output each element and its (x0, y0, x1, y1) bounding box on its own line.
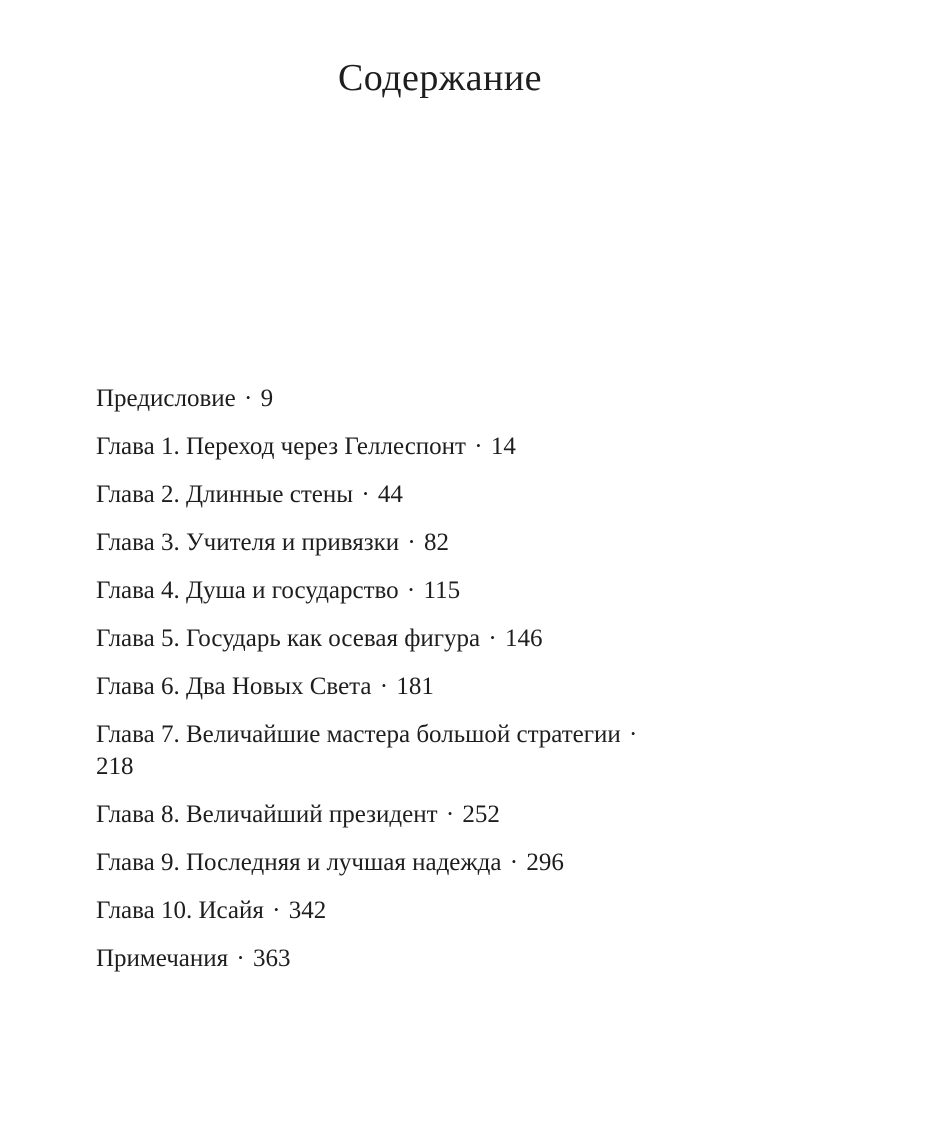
page-title: Содержание (337, 57, 543, 99)
toc-entry-label: Глава 8. Величайший президент (96, 801, 438, 828)
toc-page-number: 218 (96, 753, 134, 780)
toc-separator: · (509, 849, 519, 876)
toc-page-number: 9 (260, 385, 274, 412)
toc-separator: · (379, 673, 389, 700)
toc-entry-label: Глава 3. Учителя и привязки (96, 529, 400, 556)
toc-page-number: 363 (252, 945, 291, 972)
toc-page-number: 181 (396, 673, 434, 700)
toc-entry-label: Предисловие (96, 385, 236, 412)
toc-separator: · (244, 385, 253, 412)
toc-entry-label: Глава 1. Переход через Геллеспонт (96, 433, 466, 460)
toc-entry-label: Глава 2. Длинные стены (96, 481, 354, 508)
toc-page-number: 115 (423, 577, 461, 604)
toc-page-number: 296 (526, 849, 564, 876)
toc-page-number: 146 (504, 625, 543, 652)
toc-entry-label: Примечания (96, 945, 229, 972)
table-of-contents (96, 383, 656, 991)
toc-entry-chapter-7[interactable] (96, 719, 656, 783)
toc-separator: · (272, 897, 281, 924)
toc-entry-chapter-3[interactable] (96, 527, 656, 559)
toc-entry-label: Глава 4. Душа и государство (96, 577, 399, 604)
toc-page-number: 82 (423, 529, 449, 556)
toc-page-number: 342 (288, 897, 327, 924)
toc-separator: · (488, 625, 497, 652)
toc-entry-notes[interactable] (96, 943, 656, 975)
toc-entry-chapter-8[interactable] (96, 799, 656, 831)
toc-entry-chapter-6[interactable] (96, 671, 656, 703)
toc-page-number: 14 (490, 433, 516, 460)
toc-entry-label: Глава 5. Государь как осевая фигура (96, 625, 481, 652)
toc-entry-label: Глава 6. Два Новых Света (96, 673, 372, 700)
toc-separator: · (407, 529, 416, 556)
toc-separator: · (236, 945, 245, 972)
toc-page-number: 44 (377, 481, 403, 508)
toc-entry-chapter-9[interactable] (96, 847, 656, 879)
toc-entry-chapter-1[interactable] (96, 431, 656, 463)
toc-entry-chapter-10[interactable] (96, 895, 656, 927)
toc-entry-chapter-2[interactable] (96, 479, 656, 511)
toc-entry-label: Глава 9. Последняя и лучшая надежда (96, 849, 502, 876)
toc-separator: · (474, 433, 483, 460)
toc-entry-preface[interactable] (96, 383, 656, 415)
toc-separator: · (445, 801, 455, 828)
toc-entry-chapter-5[interactable] (96, 623, 656, 655)
toc-entry-label: Глава 10. Исайя (96, 897, 264, 924)
toc-entry-label: Глава 7. Величайшие мастера большой стратегии (96, 721, 621, 748)
toc-separator: · (629, 721, 638, 748)
toc-separator: · (406, 577, 416, 604)
toc-page-number: 252 (462, 801, 500, 828)
toc-entry-chapter-4[interactable] (96, 575, 656, 607)
toc-separator: · (361, 481, 370, 508)
